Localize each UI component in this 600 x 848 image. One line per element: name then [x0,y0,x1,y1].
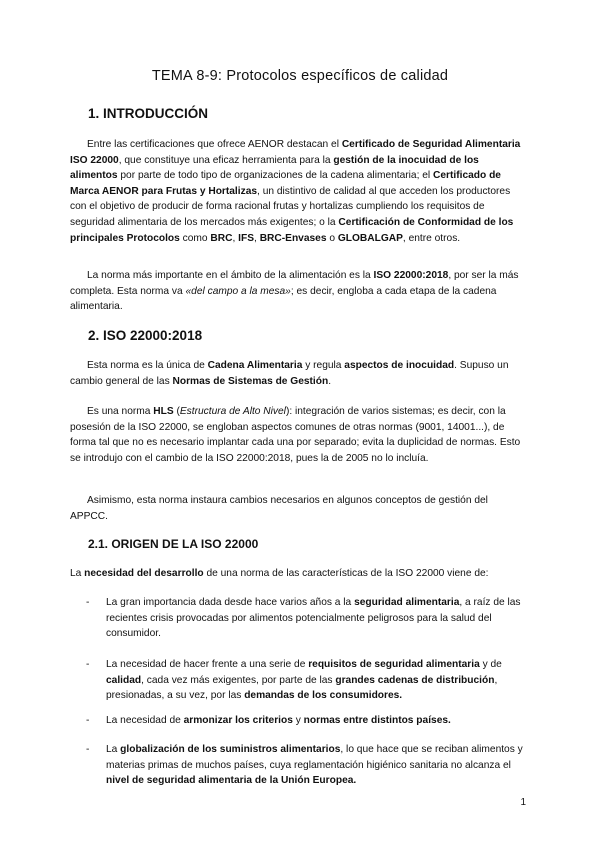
bold-text-run: Normas de Sistemas de Gestión [172,375,329,387]
bold-text-run: necesidad del desarrollo [84,568,204,579]
text-run: La [106,744,121,755]
bold-text-run: calidad [106,674,142,686]
bold-text-run: demandas de los consumidores. [244,690,403,702]
text-run: La gran importancia dada desde hace varios años a la [106,597,355,608]
text-run: ( [173,406,180,417]
text-run: como [179,232,211,244]
subsection-heading-origen: 2.1. ORIGEN DE LA ISO 22000 [88,537,259,551]
text-run: La necesidad de [106,715,184,726]
text-run: , presionadas, a su vez, por las [106,674,498,702]
text-run: , entre otros. [402,232,461,244]
bold-text-run: seguridad alimentaria [354,597,460,608]
text-run: , lo que hace que se reciban alimentos y materias primas de muchos países, cuya reglamentación higiénico sanitaria no alcanza el [106,744,523,771]
text-run: , cada vez más exigentes, por parte de las [141,674,336,686]
paragraph-intro-certificaciones [70,137,528,246]
list-item-text [106,713,528,729]
text-run: . [328,375,332,387]
list-item-text [106,742,528,789]
italic-text-run: Estructura de Alto Nivel [179,406,286,417]
bold-text-run: requisitos de seguridad alimentaria [308,659,480,670]
text-run: de una norma de las características de la ISO 22000 viene de: [203,568,489,579]
bold-text-run: grandes cadenas de distribución [335,674,495,686]
text-run: Asimismo, esta norma instaura cambios necesarios en algunos conceptos de gestión del APPCC. [70,495,488,522]
bold-text-run: Certificado de Marca AENOR para Frutas y Hortalizas [70,170,501,197]
paragraph-iso-cadena-alimentaria [70,358,528,389]
bold-text-run: BRC [210,232,233,244]
paragraph-intro-norma-importante [70,268,528,315]
bold-text-run: HLS [153,406,174,417]
list-item-text [106,595,528,642]
bold-text-run: BRC-Envases [259,232,327,244]
text-run: y [292,715,304,726]
text-run: , que constituye una eficaz herramienta para la [118,154,334,166]
paragraph-iso-hls [70,404,528,466]
bold-text-run: Cadena Alimentaria [207,360,303,371]
bold-text-run: GLOBALGAP [337,232,403,244]
text-run: Esta norma es la única de [87,360,208,371]
bullet-dash: - [86,597,90,608]
page-title: TEMA 8-9: Protocolos específicos de calidad [151,68,449,84]
bold-text-run: Certificación de Conformidad de los principales Protocolos [70,216,514,244]
bold-text-run: aspectos de inocuidad [344,360,455,371]
text-run: , [232,232,239,244]
bold-text-run: normas entre distintos países. [303,715,451,726]
text-run: , un distintivo de calidad al que acceden los productores con el objetivo de producir de forma racional frutas y hortalizas cumpliendo los requisitos de seguridad alimentaria de los mercados más exigentes; o la [70,185,511,228]
text-run: ; es decir, engloba a cada etapa de la cadena alimentaria. [70,285,497,313]
text-run: y de [479,659,502,670]
section-heading-iso-22000: 2. ISO 22000:2018 [88,328,203,343]
text-run: o [326,232,338,244]
italic-text-run: «del campo a la mesa» [185,285,291,297]
bold-text-run: nivel de seguridad alimentaria de la Unión Europea. [106,775,357,787]
bold-text-run: ISO 22000:2018 [373,270,449,281]
text-run: por parte de todo tipo de organizaciones de la cadena alimentaria; el [117,170,434,182]
text-run: ): integración de varios sistemas; es decir, con la posesión de la ISO 22000, se engloban aspectos comunes de otras normas (9001, 14001...), de forma tal que no es necesario implantar cada una por separado; evita la duplicidad de normas. Esto se introdujo con el cambio de la ISO 22000:2018, pues la de 2005 no lo incluía. [70,406,521,464]
bold-text-run: IFS [238,232,255,244]
text-run: Entre las certificaciones que ofrece AENOR destacan el [87,139,342,150]
bold-text-run: Certificado de Seguridad Alimentaria ISO 22000 [70,139,521,166]
bold-text-run: gestión de la inocuidad de los alimentos [70,154,479,182]
page-number: 1 [520,797,526,808]
paragraph-iso-appcc [70,493,528,524]
bullet-dash: - [86,744,90,755]
text-run: La [70,568,85,579]
text-run: , [254,232,260,244]
bullet-dash: - [86,659,90,670]
text-run: Es una norma [87,406,154,417]
paragraph-origen-intro [70,566,540,582]
section-heading-introduccion: 1. INTRODUCCIÓN [88,106,209,121]
text-run: La norma más importante en el ámbito de la alimentación es la [87,270,374,281]
list-item-text [106,657,528,704]
text-run: y regula [302,360,345,371]
text-run: . Supuso un cambio general de las [70,360,509,387]
text-run: , a raíz de las recientes crisis provocadas por alimentos potencialmente peligrosos para la salud del consumidor. [106,597,521,640]
bullet-dash: - [86,715,90,726]
text-run: , por ser la más completa. Esta norma va [70,270,519,297]
text-run: La necesidad de hacer frente a una serie de [106,659,309,670]
bold-text-run: globalización de los suministros alimentarios [120,744,341,755]
bold-text-run: armonizar los criterios [183,715,293,726]
